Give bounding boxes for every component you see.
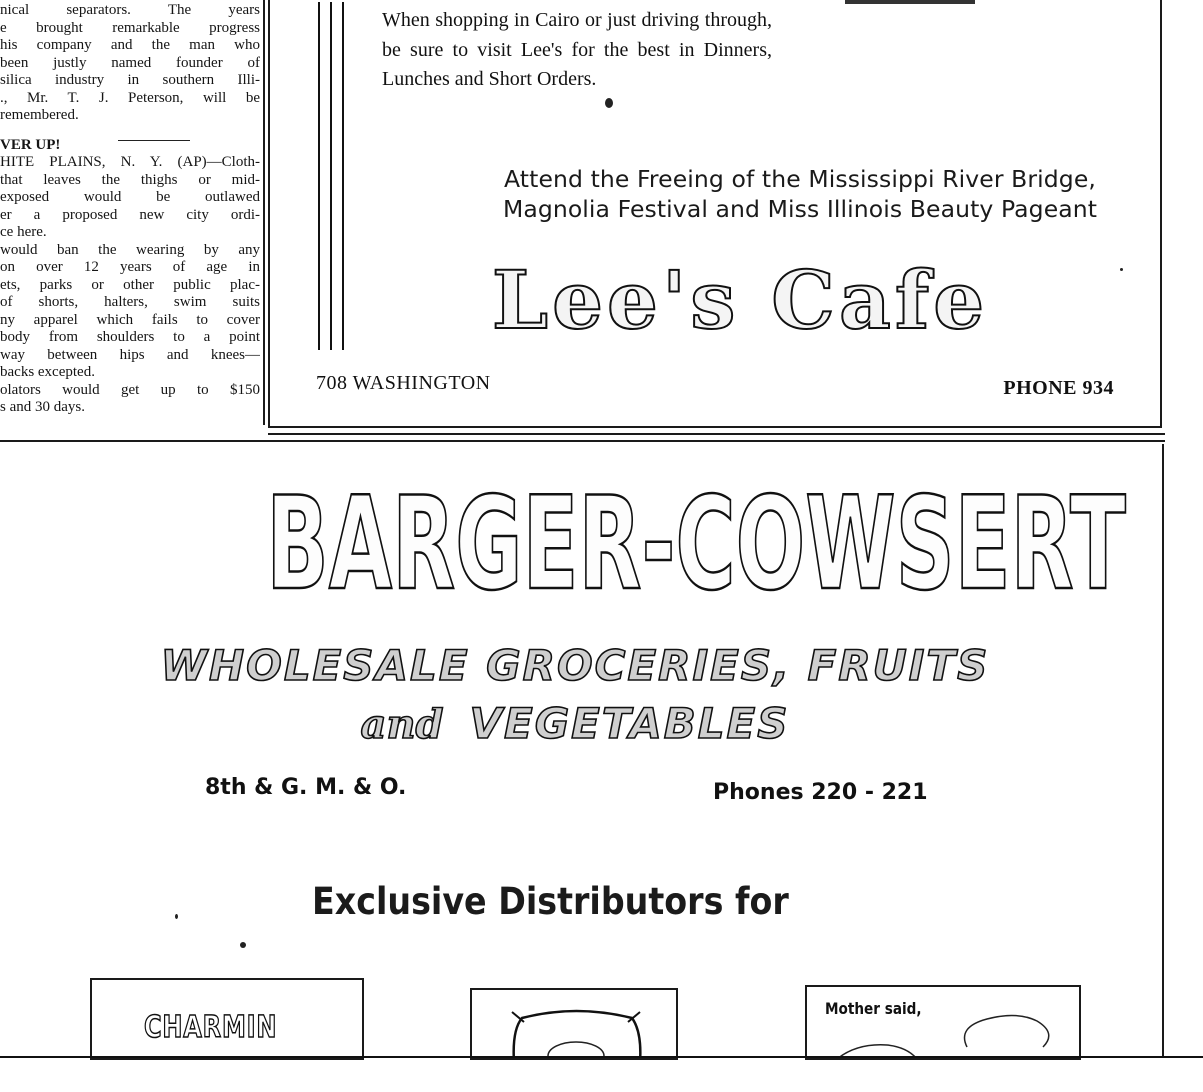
barger-address: 8th & G. M. & O. (205, 775, 407, 800)
mother-said-illustration-icon (807, 987, 1081, 1060)
news-item-line: way between hips and knees— (0, 346, 260, 363)
news-column (0, 2, 260, 417)
story-line: remembered. (0, 107, 79, 123)
product-box-mother-said (805, 985, 1081, 1060)
column-rule (263, 0, 265, 425)
attend-line-1: Attend the Freeing of the Mississippi River Bridge, (504, 165, 1096, 193)
news-item-body (0, 154, 260, 417)
news-item-line: olators would get up to $150 (0, 381, 260, 398)
subtitle-vegetables: VEGETABLES (469, 699, 790, 748)
ad-right-border (1162, 444, 1164, 1056)
subtitle-and: and (360, 701, 444, 748)
lees-phone: PHONE 934 (1003, 377, 1114, 399)
lees-cafe-ad (268, 0, 1162, 428)
story-line: his company and the man who (0, 37, 260, 53)
scan-speck (175, 914, 178, 919)
exclusive-distributors-heading: Exclusive Distributors for (312, 880, 789, 923)
ad-separator-rule-2 (0, 440, 1165, 442)
news-item-line: ny apparel which fails to cover (0, 311, 260, 328)
story-line: been justly named founder of (0, 54, 260, 71)
scan-speck (605, 98, 613, 108)
lees-address: 708 WASHINGTON (316, 372, 491, 394)
lees-intro-text: When shopping in Cairo or just driving through, be sure to visit Lee's for the best in Dinners, Lunches and Short Orders. (382, 9, 772, 90)
news-item-line: HITE PLAINS, N. Y. (AP)—Cloth- (0, 154, 260, 170)
lees-cafe-name: Lee's Cafe (491, 253, 989, 347)
news-item-line: of shorts, halters, swim suits (0, 294, 260, 310)
news-item-line: er a proposed new city ordi- (0, 206, 260, 223)
story-line: silica industry in southern Illi- (0, 72, 260, 88)
barger-phones: Phones 220 - 221 (713, 780, 928, 805)
page-bottom-rule (0, 1056, 1203, 1058)
news-story-continuation (0, 2, 260, 125)
story-line: ., Mr. T. J. Peterson, will be (0, 89, 260, 106)
news-item-line: ets, parks or other public plac- (0, 276, 260, 293)
news-headline: VER UP! (0, 136, 61, 153)
story-line: e brought remarkable progress (0, 19, 260, 36)
product-box-illustration (470, 988, 678, 1060)
story-line: nical separators. The years (0, 2, 260, 18)
product-box-charmin (90, 978, 364, 1060)
news-item-line: s and 30 days. (0, 399, 85, 415)
scan-speck (240, 942, 246, 948)
news-item-line: that leaves the thighs or mid- (0, 171, 260, 188)
mother-said-caption: Mother said, (825, 999, 922, 1018)
news-item-line: would ban the wearing by any (0, 241, 260, 258)
wholesale-subtitle-line-1: WHOLESALE GROCERIES, FRUITS (160, 641, 990, 690)
scan-speck (1120, 268, 1123, 271)
news-item-line: on over 12 years of age in (0, 259, 260, 275)
product-illustration-icon (472, 990, 678, 1060)
news-item-line: exposed would be outlawed (0, 189, 260, 205)
news-item-line: backs excepted. (0, 364, 95, 380)
charmin-logo: CHARMIN (144, 1010, 278, 1045)
story-divider (118, 140, 190, 141)
lees-event-announcement (370, 164, 1203, 224)
wholesale-subtitle-line-2 (90, 698, 1060, 751)
decorative-bars (318, 2, 348, 350)
barger-cowsert-name: BARGER-COWSERT (266, 470, 1126, 619)
news-item-line: ce here. (0, 224, 47, 240)
ad-separator-rule (268, 433, 1165, 435)
news-item-line: body from shoulders to a point (0, 329, 260, 345)
attend-line-2: Magnolia Festival and Miss Illinois Beauty Pageant (502, 195, 1098, 223)
